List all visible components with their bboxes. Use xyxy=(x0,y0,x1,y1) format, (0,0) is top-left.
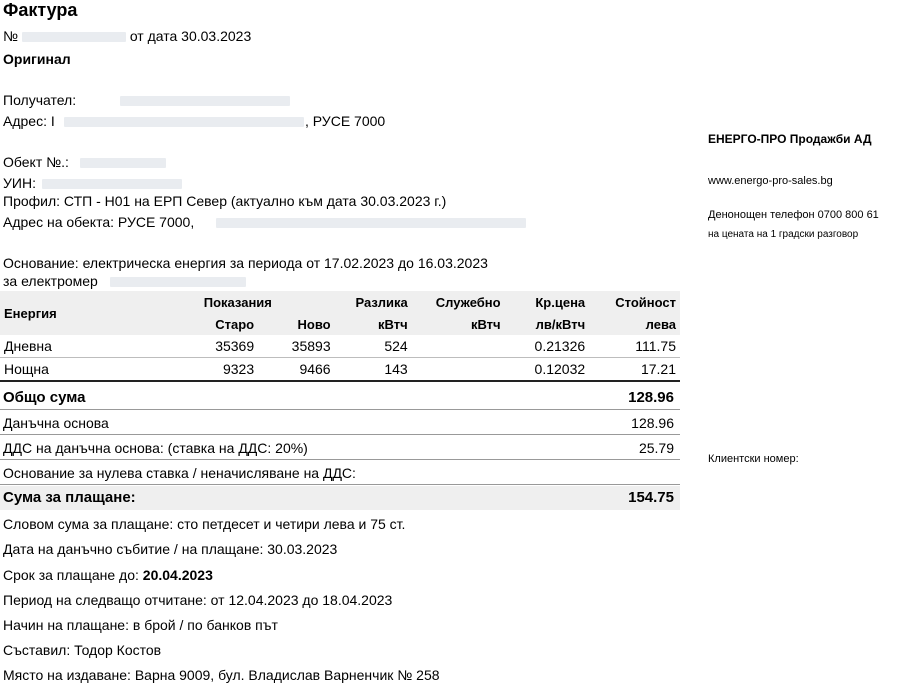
due-label: Срок за плащане до: xyxy=(3,567,139,583)
meter-label: за електромер xyxy=(3,273,98,289)
object-number-label: Обект №.: xyxy=(3,154,69,170)
col-new: Ново xyxy=(297,316,331,332)
total-label: Общо сума xyxy=(3,389,86,406)
company-phone: Денонощен телефон 0700 800 61 xyxy=(708,209,879,221)
redacted-address xyxy=(64,117,304,127)
tax-base-value: 128.96 xyxy=(631,415,674,431)
table-header-row xyxy=(0,291,680,313)
due-date-line xyxy=(3,567,213,583)
issue-place: Място на издаване: Варна 9009, бул. Владислав Варненчик № 258 xyxy=(3,667,440,683)
redacted-meter-number xyxy=(110,277,246,287)
divider xyxy=(0,380,680,382)
total-value: 128.96 xyxy=(628,389,674,406)
col-service-unit: кВтч xyxy=(470,316,501,332)
col-value-unit: лева xyxy=(645,316,676,332)
invoice-author: Съставил: Тодор Костов xyxy=(3,642,162,658)
redacted-recipient xyxy=(120,96,290,106)
row-price: 0.21326 xyxy=(505,335,590,358)
page-title: Фактура xyxy=(3,0,78,20)
basis-text: Основание: електрическа енергия за периода от 17.02.2023 до 16.03.2023 xyxy=(3,255,488,271)
redacted-uin xyxy=(42,179,182,189)
row-service xyxy=(412,335,505,358)
col-readings: Показания xyxy=(203,294,272,310)
vat-label: ДДС на данъчна основа: (ставка на ДДС: 20%) xyxy=(3,440,308,456)
phone-note: на цената на 1 градски разговор xyxy=(708,229,859,240)
tax-base-label: Данъчна основа xyxy=(3,415,109,431)
row-service xyxy=(412,358,505,381)
recipient-label: Получател: xyxy=(3,92,77,108)
profile-text: Профил: СТП - Н01 на ЕРП Север (актуално към дата 30.03.2023 г.) xyxy=(3,193,447,209)
client-number-label: Клиентски номер: xyxy=(708,453,799,465)
pay-value: 154.75 xyxy=(628,489,674,506)
tax-event-date: Дата на данъчно събитие / на плащане: 30.03.2023 xyxy=(3,541,338,557)
divider xyxy=(0,484,680,485)
row-diff: 524 xyxy=(335,335,412,358)
vat-value: 25.79 xyxy=(638,440,674,456)
row-new: 35893 xyxy=(258,335,334,358)
row-name: Нощна xyxy=(4,361,49,377)
pay-label: Сума за плащане: xyxy=(3,489,136,506)
col-price-unit: лв/кВтч xyxy=(535,316,586,332)
table-row xyxy=(0,335,680,358)
row-old: 9323 xyxy=(222,361,255,377)
invoice-number-line xyxy=(3,28,251,44)
col-value: Стойност xyxy=(615,294,676,310)
redacted-invoice-number xyxy=(22,32,126,42)
due-date: 20.04.2023 xyxy=(142,567,213,583)
address-city: , РУСЕ 7000 xyxy=(305,113,386,129)
zero-rate-label: Основание за нулева ставка / неначисляване на ДДС: xyxy=(3,465,356,481)
table-row xyxy=(0,358,680,381)
object-address-label: Адрес на обекта: РУСЕ 7000, xyxy=(3,214,195,230)
col-old: Старо xyxy=(215,316,255,332)
invoice-date: от дата 30.03.2023 xyxy=(129,28,252,44)
original-label: Оригинал xyxy=(3,51,71,67)
company-name: ЕНЕРГО-ПРО Продажби АД xyxy=(708,132,872,146)
col-price: Кр.цена xyxy=(535,294,586,310)
address-label: Адрес: I xyxy=(3,113,55,129)
row-value: 17.21 xyxy=(640,361,676,377)
number-prefix: № xyxy=(3,28,19,44)
energy-table xyxy=(0,291,680,380)
redacted-object-address xyxy=(216,218,526,228)
row-old: 35369 xyxy=(115,335,258,358)
col-energy: Енергия xyxy=(4,305,57,321)
col-diff-unit: кВтч xyxy=(378,316,408,332)
row-price: 0.12032 xyxy=(534,361,586,377)
col-diff: Разлика xyxy=(355,294,408,310)
payment-method: Начин на плащане: в брой / по банков път xyxy=(3,617,278,633)
uin-label: УИН: xyxy=(3,175,36,191)
divider xyxy=(0,459,680,460)
company-website: www.energo-pro-sales.bg xyxy=(708,175,833,187)
row-value: 111.75 xyxy=(589,335,680,358)
row-new: 9466 xyxy=(299,361,331,377)
next-reading-period: Период на следващо отчитане: от 12.04.2023 до 18.04.2023 xyxy=(3,592,393,608)
divider xyxy=(0,409,680,410)
row-diff: 143 xyxy=(384,361,408,377)
col-service: Служебно xyxy=(435,294,501,310)
row-name: Дневна xyxy=(0,335,115,358)
amount-in-words: Словом сума за плащане: сто петдесет и четири лева и 75 ст. xyxy=(3,516,406,532)
divider xyxy=(0,434,680,435)
redacted-object-number xyxy=(80,158,166,168)
